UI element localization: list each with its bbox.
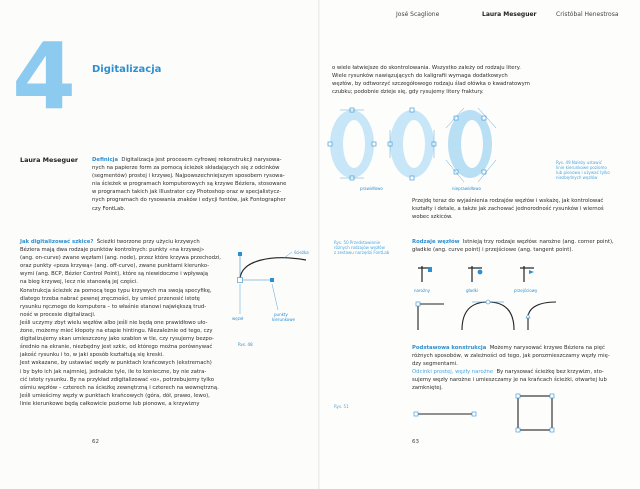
smooth-node-icon <box>468 266 482 282</box>
basic-line-0: Podstawowa konstrukcja Możemy narysować krzywe Béziera na pięć <box>412 345 605 351</box>
fig51-caption: Rys. 51 <box>334 404 349 409</box>
segment-node-start <box>414 412 418 416</box>
body-line-12: digitalizujemy skan umieszczony jako szablon w tle, czy rysujemy bezpo- <box>20 336 214 343</box>
nodes-line-0: Rodzaje węzłów Istnieją trzy rodzaje węzłów: narożne (ang. corner point), <box>412 239 614 245</box>
sub-line-0: Odcinki prostej, węzły narożne By narysować ścieżkę bez krzywizn, sto- <box>412 369 604 376</box>
letter-o-incorrect <box>446 108 496 182</box>
mid-line-0: Przejdę teraz do wyjaśnienia rodzajów węzłów i wskażę, jak kontrolować <box>412 198 604 204</box>
square-node-tl <box>516 394 520 398</box>
fig49-label-right: nieprawidłowo <box>452 186 481 191</box>
leader-punkty <box>272 284 278 310</box>
chapter-number-graphic <box>12 38 92 114</box>
body-line-1: Béziera mają dwa rodzaje punktów kontrolnych: punkty «na krzywej» <box>20 247 205 254</box>
sub-line-1: sujemy węzły narożne i umieszczamy je na krańcach ścieżki, otwartej lub <box>412 377 607 384</box>
top-line-1: Wiele rysunków nawiązujących do kaligrafii wymaga dodatkowych <box>332 73 508 80</box>
right-page <box>320 0 640 489</box>
bcp-marker-right <box>270 278 274 282</box>
definition-block <box>92 156 312 213</box>
chapter-number: 4 <box>12 38 77 114</box>
author-label: Laura Meseguer <box>20 156 79 164</box>
figure-50 <box>410 256 610 342</box>
bcp-marker-top <box>238 252 242 256</box>
label-wezel: węzeł <box>232 316 244 321</box>
body-line-20: linie kierunkowe będą całkowicie poziome lub pionowe, a krzywizny <box>20 400 200 407</box>
closed-square-path <box>518 396 552 430</box>
def-line-2: (segmentów) prostej i krzywej. Najpowszechniejszym sposobem rysowa- <box>92 173 285 180</box>
mid-line-1: kształty i detale, a także jak zachować jednorodność rysunków i wiernoś <box>412 206 604 213</box>
node-label-tangent: przejściowy <box>514 288 538 293</box>
body-line-16: i by było ich jak najmniej, jednakże tyle, ile to konieczne, by nie zatra- <box>20 368 207 375</box>
tangent-path-example <box>526 302 556 330</box>
label-kierunkowe: kierunkowe <box>272 317 295 322</box>
body-line-6: Konstrukcja ścieżek za pomocą tego typu krzywych ma swoją specyfikę, <box>20 287 212 294</box>
header-author3: Cristóbal Henestrosa <box>556 11 619 18</box>
smooth-path-example <box>462 300 514 330</box>
square-node-bl <box>516 428 520 432</box>
body-line-5: na bieg krzywej, lecz nie stanowią jej części. <box>20 279 138 286</box>
nodes-heading: Rodzaje węzłów <box>412 239 460 245</box>
page-number-left: 62 <box>92 439 99 445</box>
sub-line-2: zamkniętej. <box>412 385 443 392</box>
bezier-path <box>240 258 306 280</box>
sub-heading: Odcinki prostej, węzły narożne <box>412 369 494 376</box>
node-marker <box>238 278 243 283</box>
question-heading: Jak digitalizować szkice? <box>20 239 94 245</box>
label-sciezka: ścieżka <box>294 250 309 255</box>
header-author1: José Scaglione <box>396 11 440 18</box>
page-number-right: 63 <box>412 439 419 445</box>
top-text-block <box>332 64 562 96</box>
segment-node-end <box>472 412 476 416</box>
body-line-0: Jak digitalizować szkice? Ścieżki tworzone przy użyciu krzywych <box>20 239 200 245</box>
fig49-caption: Rys. 49 Należy ustawić linie kierunkowe poziomo lub pionowo i używać tylko niezbędnych węzłów <box>556 160 610 180</box>
fig48-caption: Rys. 48 <box>238 342 253 346</box>
def-term: Definicja <box>92 157 119 163</box>
def-line-1: nych na papierze form za pomocą ścieżek składających się z odcinków <box>92 165 280 172</box>
nodes-line-1: gładkie (ang. curve point) i przejściowe (ang. tangent point). <box>412 247 574 254</box>
basic-text-block <box>412 344 632 393</box>
mid-line-2: wobec szkiców. <box>412 214 453 221</box>
basic-line-1: różnych sposobów, w zależności od tego, jak porozmieszczamy węzły mię- <box>412 353 610 360</box>
top-line-2: węzłów, by odtworzyć szczegółowego rodzaju ślad ołówka o kwadratowym <box>332 81 530 88</box>
body-line-15: Jest wskazane, by ustawiać węzły w punktach krańcowych (ekstremach) <box>20 360 212 367</box>
body-line-9: ność w procesie digitalizacji. <box>20 311 96 318</box>
figure-49 <box>320 100 640 196</box>
mid-text-block <box>412 197 632 221</box>
body-block <box>20 238 230 408</box>
node-label-corner: narożny <box>414 288 430 293</box>
def-line-4: w programach takich jak Illustrator czy Photoshop oraz w specjalistycz- <box>92 189 282 196</box>
def-line-5: nych programach do rysowania znaków i edycji fontów, jak Fontographer <box>92 197 286 204</box>
body-line-7: dlatego trzeba nabrać pewnej zręczności, by umieć przenosić istotę <box>20 295 200 302</box>
top-line-0: o wiele łatwiejsze do skontrolowania. Wszystko zależy od rodzaju litery. <box>332 65 521 71</box>
def-line-3: nia ścieżek w programach komputerowych są krzywe Béziera, stosowane <box>92 181 287 188</box>
body-line-8: rysunku ręcznego do komputera – to właśnie stanowi największą trud- <box>20 303 207 310</box>
body-line-2: (ang. on-curve) zwane węzłami (ang. node), przez które krzywa przechodzi, <box>20 255 221 262</box>
fig50-caption: Rys. 50 Przedstawienie różnych rodzajów węzłów z zestawu narzędzi FontLab <box>334 240 390 255</box>
nodes-text-block <box>412 238 632 254</box>
chapter-title: Digitalizacja <box>92 64 162 75</box>
tangent-node-icon <box>520 266 534 282</box>
def-line-0: Definicja Digitalizacja jest procesem cyfrowej rekonstrukcji narysowa- <box>92 157 282 163</box>
fig49-label-left: prawidłowo <box>360 186 383 191</box>
body-line-18: ośmiu węzłów – czterech na ścieżkę zewnętrzną i czterech na wewnętrzną. <box>20 384 219 391</box>
leader-sciezka <box>284 252 292 258</box>
def-line-6: czy FontLab. <box>92 205 126 212</box>
figure-48 <box>232 246 318 346</box>
square-node-br <box>550 428 554 432</box>
body-line-17: cić istoty rysunku. By na przykład zdigitalizować «o», potrzebujemy tylko <box>20 376 215 383</box>
square-node-tr <box>550 394 554 398</box>
header-author2: Laura Meseguer <box>482 11 537 18</box>
body-line-11: żone, możemy mieć kłopoty na etapie hintingu. Niezależnie od tego, czy <box>20 328 213 335</box>
body-line-19: Jeśli umieścimy węzły w punktach krańcowych (góra, dół, prawo, lewo), <box>20 392 210 399</box>
letter-o-correct-1 <box>328 108 376 180</box>
label-punkty: punkty <box>274 312 288 317</box>
body-line-3: oraz punkty «poza krzywą» (ang. off-curve), zwane punktami kierunko- <box>20 263 210 270</box>
corner-path-example <box>416 302 444 330</box>
body-line-14: jakość rysunku i to, w jaki sposób kształtują się kreski. <box>20 352 164 359</box>
body-line-13: średnio na ekranie, niezbędny jest szkic, od którego można porównywać <box>20 344 213 351</box>
body-line-10: Jeśli uczymy zbyt wielu węzłów albo jeśli nie będą one prawidłowo uło- <box>20 319 208 326</box>
letter-o-correct-2 <box>388 108 436 180</box>
basic-heading: Podstawowa konstrukcja <box>412 345 487 351</box>
top-line-3: czubku; podobnie dzieje się, gdy rysujemy litery fraktury. <box>332 89 484 96</box>
corner-node-icon <box>418 266 432 282</box>
figure-51 <box>410 392 610 436</box>
basic-line-2: dzy segmentami. <box>412 361 458 368</box>
body-line-4: wymi (ang. BCP, Bézier Control Point), które są niewidoczne i wpływają <box>20 271 209 278</box>
node-label-smooth: gładki <box>466 288 479 293</box>
